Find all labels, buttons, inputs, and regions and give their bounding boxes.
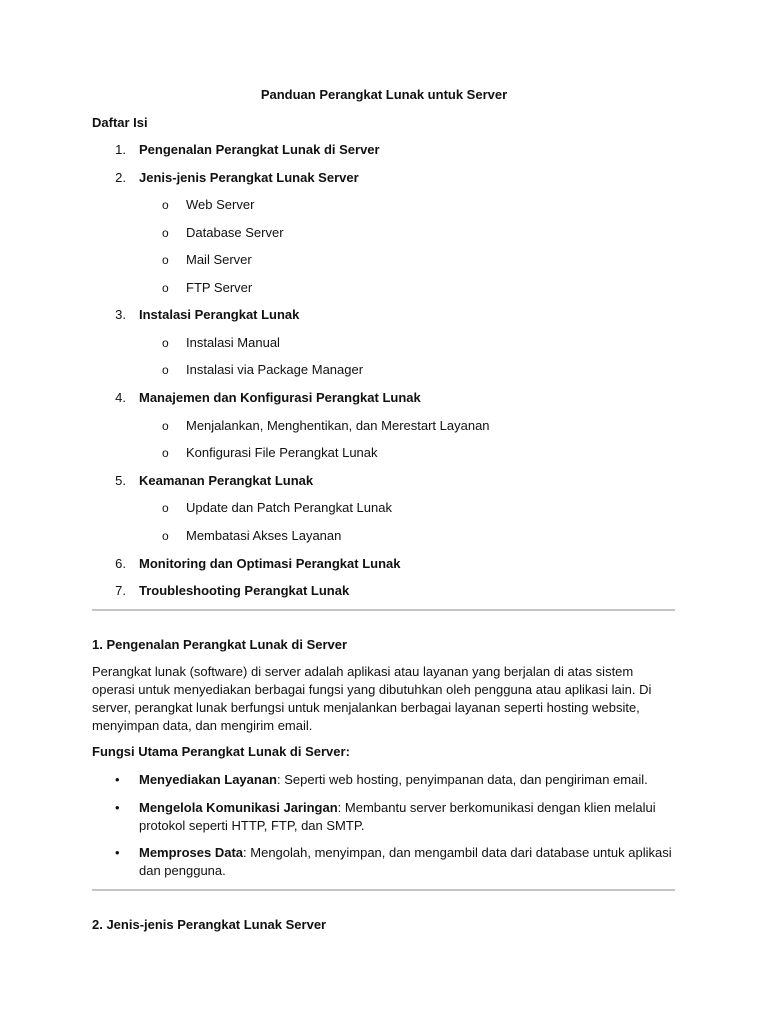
toc-sub-item: FTP Server	[186, 280, 253, 295]
toc-number: 4.	[115, 390, 126, 405]
toc-sub-item: Update dan Patch Perangkat Lunak	[186, 500, 392, 515]
toc-item: Instalasi Perangkat Lunak	[139, 307, 300, 322]
toc-number: 5.	[115, 473, 126, 488]
sub-item-marker: o	[162, 336, 169, 350]
functions-heading: Fungsi Utama Perangkat Lunak di Server:	[92, 744, 350, 759]
horizontal-divider	[92, 609, 675, 611]
toc-item: Keamanan Perangkat Lunak	[139, 473, 314, 488]
toc-item: Monitoring dan Optimasi Perangkat Lunak	[139, 556, 401, 571]
toc-item: Pengenalan Perangkat Lunak di Server	[139, 142, 380, 157]
toc-sub-item: Instalasi via Package Manager	[186, 362, 364, 377]
toc-sub-item: Konfigurasi File Perangkat Lunak	[186, 445, 378, 460]
function-item	[139, 799, 674, 835]
toc-item: Jenis-jenis Perangkat Lunak Server	[139, 170, 359, 185]
function-term: Mengelola Komunikasi Jaringan	[139, 800, 338, 815]
sub-item-marker: o	[162, 419, 169, 433]
toc-number: 1.	[115, 142, 126, 157]
function-term: Menyediakan Layanan	[139, 772, 277, 787]
bullet-marker: •	[115, 772, 120, 787]
sub-item-marker: o	[162, 446, 169, 460]
sub-item-marker: o	[162, 198, 169, 212]
function-term: Memproses Data	[139, 845, 244, 860]
toc-heading: Daftar Isi	[92, 115, 148, 130]
toc-item: Troubleshooting Perangkat Lunak	[139, 583, 350, 598]
sub-item-marker: o	[162, 253, 169, 267]
sub-item-marker: o	[162, 529, 169, 543]
toc-number: 2.	[115, 170, 126, 185]
section-heading: 2. Jenis-jenis Perangkat Lunak Server	[92, 917, 327, 932]
sub-item-marker: o	[162, 363, 169, 377]
function-item	[139, 844, 674, 880]
toc-sub-item: Mail Server	[186, 252, 252, 267]
sub-item-marker: o	[162, 501, 169, 515]
sub-item-marker: o	[162, 281, 169, 295]
section-heading: 1. Pengenalan Perangkat Lunak di Server	[92, 637, 348, 652]
toc-sub-item: Instalasi Manual	[186, 335, 280, 350]
bullet-marker: •	[115, 845, 120, 860]
toc-sub-item: Database Server	[186, 225, 284, 240]
horizontal-divider	[92, 889, 675, 891]
toc-number: 7.	[115, 583, 126, 598]
function-item	[139, 771, 674, 789]
toc-number: 6.	[115, 556, 126, 571]
function-desc: : Membantu server berkomunikasi dengan klien melalui protokol seperti HTTP, FTP, dan SMTP.	[139, 800, 656, 833]
toc-sub-item: Menjalankan, Menghentikan, dan Merestart Layanan	[186, 418, 490, 433]
section-paragraph: Perangkat lunak (software) di server adalah aplikasi atau layanan yang berjalan di atas sistem operasi untuk menyediakan berbagai fungsi yang dibutuhkan oleh pengguna atau aplikasi lain. Di server, perangkat lunak berfungsi untuk menjalankan berbagai layanan seperti hosting website, menyimpan data, dan mengirim email.	[92, 664, 652, 733]
function-desc: : Mengolah, menyimpan, dan mengambil data dari database untuk aplikasi dan pengguna.	[139, 845, 672, 878]
toc-sub-item: Web Server	[186, 197, 255, 212]
bullet-marker: •	[115, 800, 120, 815]
document-title: Panduan Perangkat Lunak untuk Server	[260, 87, 508, 102]
sub-item-marker: o	[162, 226, 169, 240]
toc-sub-item: Membatasi Akses Layanan	[186, 528, 342, 543]
toc-number: 3.	[115, 307, 126, 322]
function-desc: : Seperti web hosting, penyimpanan data, dan pengiriman email.	[277, 772, 648, 787]
toc-item: Manajemen dan Konfigurasi Perangkat Lunak	[139, 390, 421, 405]
